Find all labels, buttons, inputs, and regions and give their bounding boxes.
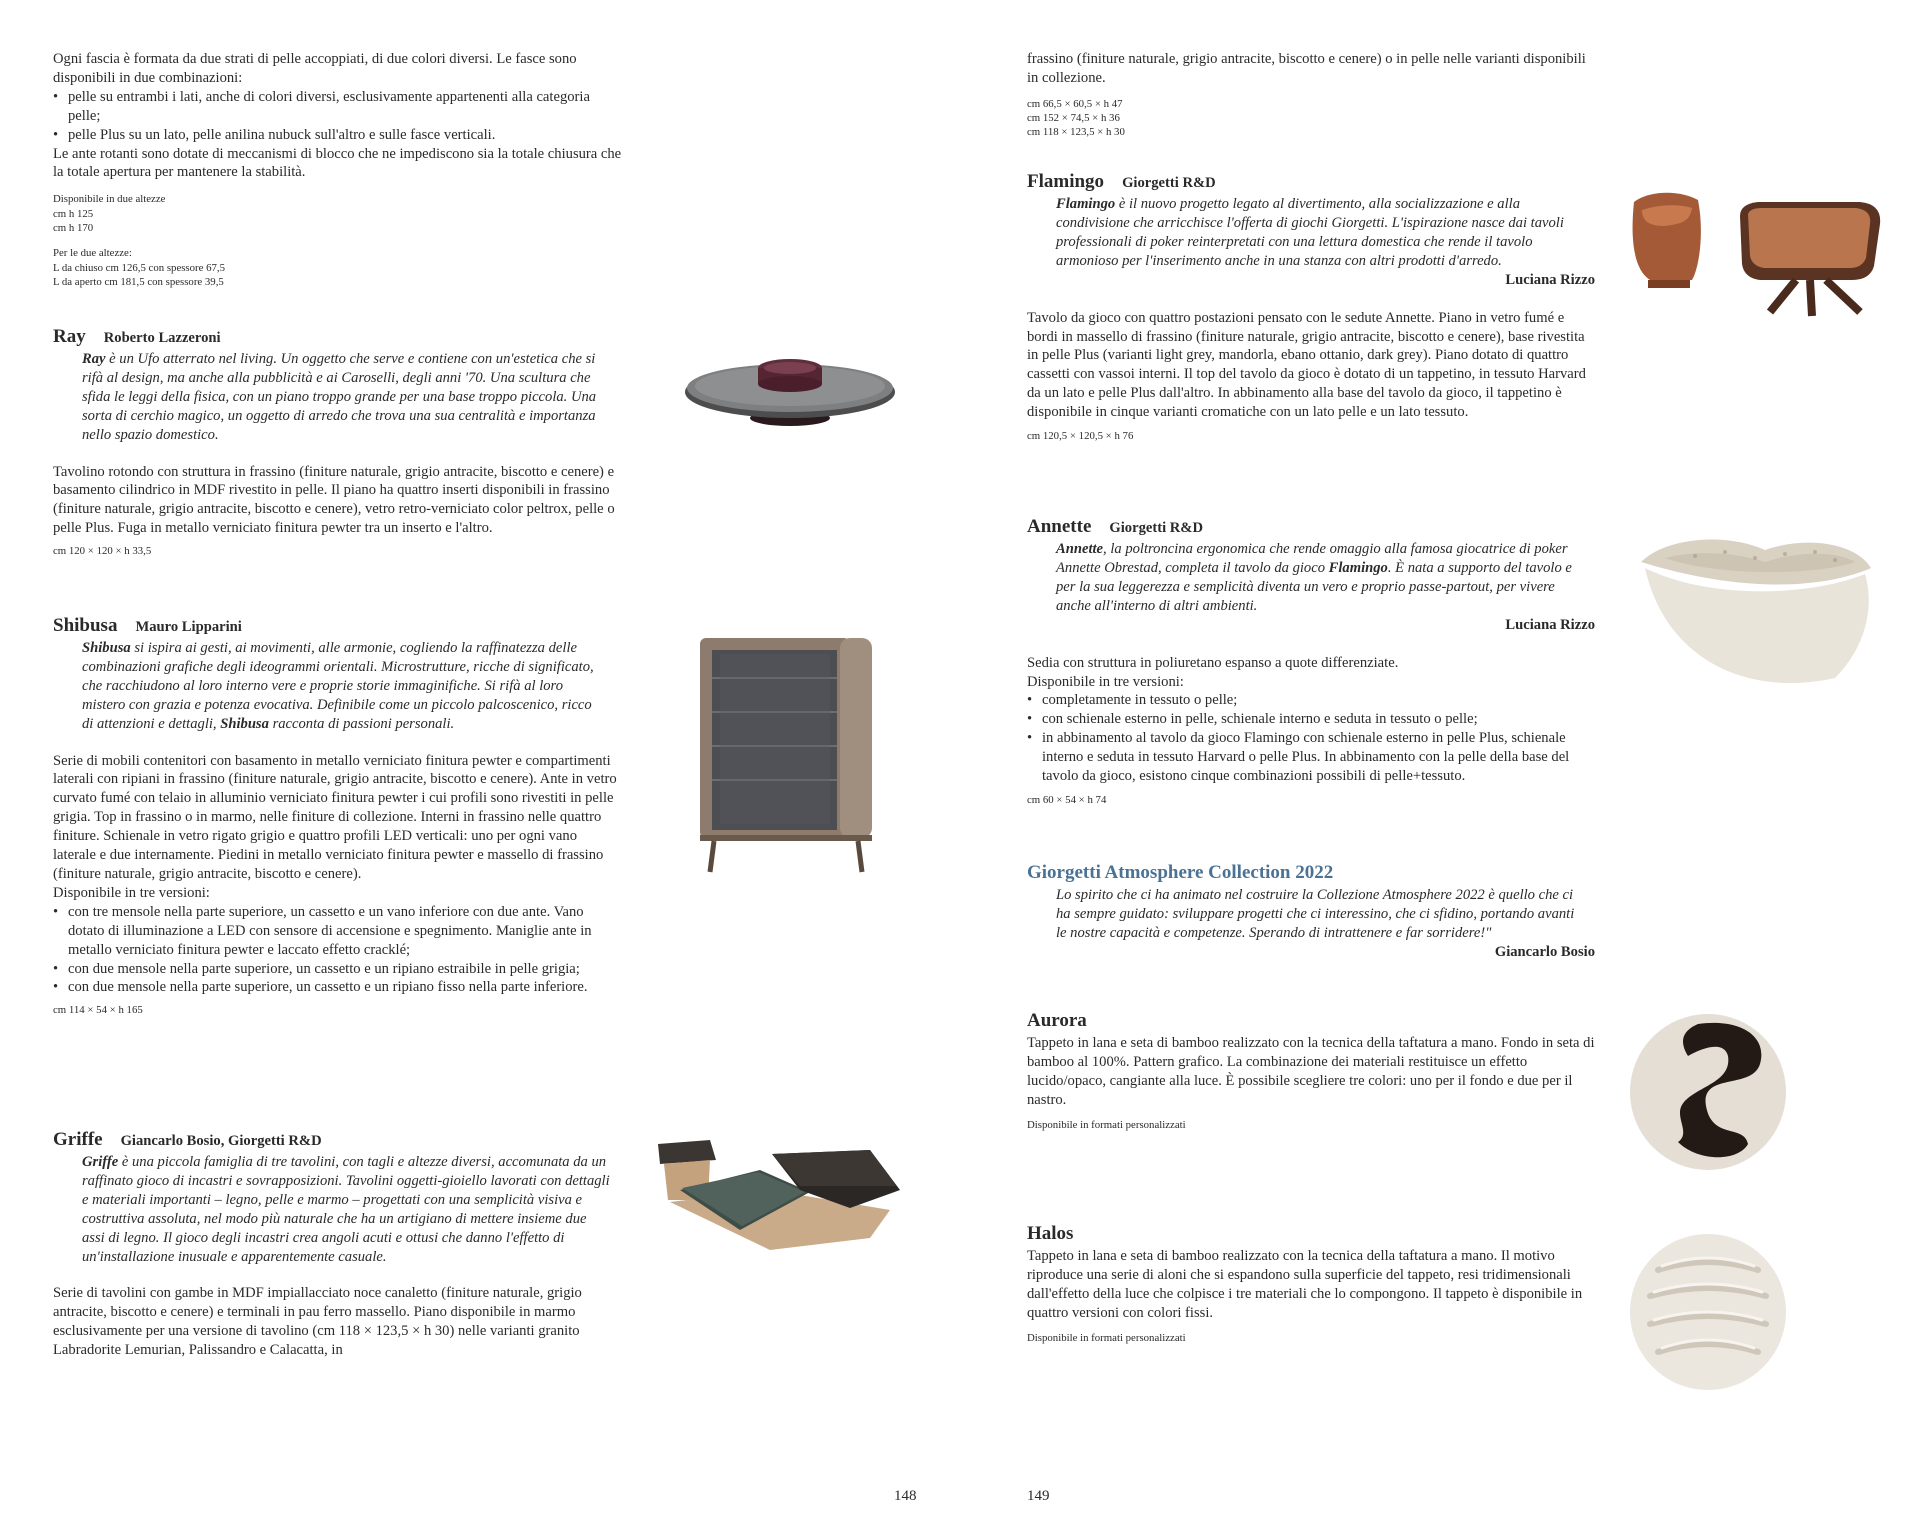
dimension-line: cm 118 × 123,5 × h 30 [1027, 126, 1125, 139]
intro-text: . È nata a supporto del tavolo e per la sua leggerezza e semplicità diventa un vero e proprio passe-partout, per vivere anche all'interno di altri ambienti. [1056, 559, 1572, 614]
product-heading [1027, 516, 1597, 538]
list-item: • pelle su entrambi i lati, anche di colori diversi, esclusivamente appartenenti alla categoria pelle; [68, 88, 623, 126]
list-item: • con schienale esterno in pelle, schienale interno e seduta in tessuto o pelle; [1042, 710, 1582, 729]
griffe-continuation [1027, 50, 1597, 140]
quote-credit: Luciana Rizzo [1505, 271, 1595, 288]
griffe-tables-image [650, 1130, 910, 1270]
dimensions [53, 192, 623, 235]
page-number-right: 149 [1027, 1488, 1050, 1504]
section-griffe [53, 1129, 623, 1360]
product-author: Giancarlo Bosio, Giorgetti R&D [120, 1133, 322, 1149]
shibusa-cabinet-image [690, 630, 890, 875]
dimension-line: cm h 170 [53, 221, 94, 234]
quote-credit: Luciana Rizzo [1505, 616, 1595, 633]
list-item: • completamente in tessuto o pelle; [1042, 691, 1582, 710]
dimension-line: cm 66,5 × 60,5 × h 47 [1027, 97, 1123, 110]
product-name-emphasis: Annette [1056, 541, 1104, 557]
product-heading [53, 1129, 623, 1151]
versions-list [1027, 691, 1582, 786]
dimension-line: cm h 125 [53, 207, 94, 220]
annette-chair-image [1625, 528, 1895, 703]
product-intro [53, 350, 602, 445]
section-annette [1027, 516, 1597, 807]
product-author: Mauro Lipparini [135, 619, 242, 635]
product-title: Aurora [1027, 1010, 1087, 1031]
product-description: Serie di mobili contenitori con basamento in metallo verniciato finitura pewter e compartimenti laterali con ripiani in frassino (finiture naturale, grigio antracite, biscotto e cenere). Ante in vetro curvato fumé con telaio in alluminio verniciato finitura pewter i cui profili sono rivestiti in pelle grigia. Top in frassino o in marmo, nelle finiture di collezione. Interni in frassino nelle quattro finiture. Schienale in vetro rigato grigio e quattro profili LED verticali: uno per ogni vano laterale e due internamente. Piedini in metallo verniciato finitura pewter e massello di frassino (finiture naturale, grigio antracite, biscotto e cenere). [53, 752, 617, 882]
list-item: • con due mensole nella parte superiore, un cassetto e un ripiano estraibile in pelle grigia; [68, 960, 623, 979]
dimensions: cm 60 × 54 × h 74 [1027, 793, 1107, 806]
intro-bullets [53, 88, 623, 145]
product-intro [1027, 540, 1581, 616]
product-description: Tappeto in lana e seta di bamboo realizzato con la tecnica della taftatura a mano. Il motivo riproduce una serie di aloni che si espandono sulla superficie del tappeto, resi tridimensionali dall'effetto della luce che colpisce i tre materiali che lo compongono. Il tappeto è disponibile in quattro versioni con colori fissi. [1027, 1248, 1583, 1321]
product-description: Sedia con struttura in poliuretano espanso a quote differenziate. [1027, 654, 1399, 671]
dimension-line: Disponibile in due altezze [53, 193, 166, 206]
product-title: Griffe [53, 1129, 103, 1150]
page-number-left: 148 [894, 1488, 917, 1504]
versions-list [53, 903, 623, 998]
product-title: Halos [1027, 1223, 1074, 1244]
section-aurora [1027, 1010, 1597, 1132]
product-name-emphasis: Flamingo [1328, 559, 1388, 576]
dimensions [1027, 97, 1597, 140]
availability-note: Disponibile in formati personalizzati [1027, 1331, 1186, 1344]
intro-text: è il nuovo progetto legato al divertimento, alla socializzazione e alla condivisione che arricchisce l'offerta di giochi Giorgetti. L'ispirazione nasce dai tavoli professionali di poker reinterpretati con una lettura domestica che rende il tavolo armonioso per l'inserimento anche in una stanza con altri prodotti d'arredo. [1056, 196, 1564, 269]
product-title: Annette [1027, 516, 1092, 537]
product-name-emphasis: Griffe [82, 1154, 119, 1170]
list-item: • con tre mensole nella parte superiore, un cassetto e un vano inferiore con due ante. Vano dotato di illuminazione a LED con sensore di accensione e spegnimento. Maniglie ante in metallo verniciato finitura pewter e laccato effetto cracklé; [68, 903, 623, 960]
product-description: Tavolino rotondo con struttura in frassino (finiture naturale, grigio antracite, biscotto e cenere) e basamento cilindrico in MDF rivestito in pelle. Il piano ha quattro inserti disponibili in frassino (finiture naturale, grigio antracite, biscotto e cenere), vetro retro-verniciato color peltrox, pelle o pelle Plus. Fuga in metallo verniciato finitura pewter tra un inserto e l'altro. [53, 463, 615, 537]
intro-text: , la poltroncina ergonomica che rende omaggio alla famosa giocatrice di poker Annette Obrestad, completa il tavolo da gioco [1056, 541, 1568, 576]
section-shibusa [53, 615, 623, 1018]
versions-label: Disponibile in tre versioni: [53, 884, 210, 901]
halos-rug-image [1628, 1232, 1788, 1392]
list-item: • pelle Plus su un lato, pelle anilina nubuck sull'altro e sulle fasce verticali. [68, 126, 623, 145]
aurora-rug-image [1628, 1012, 1788, 1172]
product-name-emphasis: Shibusa [82, 640, 131, 656]
product-heading [53, 615, 623, 637]
dimension-line: cm 152 × 74,5 × h 36 [1027, 112, 1120, 125]
product-heading [53, 326, 623, 348]
product-name-emphasis: Ray [82, 351, 106, 367]
dimensions: cm 120 × 120 × h 33,5 [53, 545, 152, 558]
section-flamingo [1027, 171, 1597, 443]
dimensions [53, 246, 623, 289]
versions-label: Disponibile in tre versioni: [1027, 673, 1184, 690]
section-atmosphere [1027, 862, 1597, 962]
product-title: Shibusa [53, 615, 118, 636]
intro-text: è una piccola famiglia di tre tavolini, con tagli e altezze diversi, accomunata da un raffinato gioco di incastri e sovrapposizioni. Tavolini oggetti-gioiello lavorati con dettagli e materiali importanti – legno, pelle e marmo – progettati con una semplicità visiva e costruttiva assoluta, nel modo più naturale che ha un artigiano di mettere insieme due assi di legno. Il gioco degli incastri crea angoli acuti e ottusi che danno l'effetto di un'installazione inusuale e apparentemente casuale. [82, 1154, 610, 1265]
product-author: Giorgetti R&D [1109, 520, 1204, 536]
product-heading [1027, 171, 1597, 193]
intro-block [53, 50, 623, 289]
product-name-emphasis: Flamingo [1056, 196, 1116, 212]
intro-text: è un Ufo atterrato nel living. Un oggetto che serve e contiene con un'estetica che si rifà al design, ma anche alla pubblicità e ai Caroselli, degli anni '70. Una scultura che sfida le leggi della fisica, con un piano troppo grande per una base troppo piccola. Una sorta di cerchio magico, un oggetto di arredo che trova una sua centralità e importanza nello spazio domestico. [82, 351, 597, 443]
quote-credit: Giancarlo Bosio [1494, 943, 1595, 960]
intro-text: si ispira ai gesti, ai movimenti, alle armonie, cogliendo la raffinatezza delle combinazioni grafiche degli ideogrammi orientali. Microstrutture, ricche di significato, che racchiudono al loro interno vere e proprie storie immaginifiche. Si rifà al loro mistero con grazia e potenza evocativa. Definibile come un piccolo palcoscenico, ricco di attenzioni e dettagli, [82, 640, 594, 732]
intro-text: racconta di passioni personali. [268, 715, 455, 732]
dimension-line: L da aperto cm 181,5 con spessore 39,5 [53, 275, 224, 288]
product-description: Tavolo da gioco con quattro postazioni pensato con le sedute Annette. Piano in vetro fumé e bordi in massello di frassino (finiture naturale, grigio antracite, biscotto e cenere), base rivestita in pelle Plus (varianti light grey, mandorla, ebano ottanio, dark grey). Piano dotato di quattro cassetti con vassoi interni. Il top del tavolo da gioco è dotato di un tappetino, in tessuto Harvard da un lato e pelle Plus dall'altro. In abbinamento alla base del tavolo da gioco, il tappetino è disponibile in cinque varianti cromatiche con un lato pelle e un lato tessuto. [1027, 309, 1586, 421]
ray-table-image [680, 330, 900, 460]
product-intro [53, 1153, 612, 1266]
section-ray [53, 326, 623, 558]
intro-paragraph: Le ante rotanti sono dotate di meccanismi di blocco che ne impediscono sia la totale chiusura che la totale apertura per mantenere la stabilità. [53, 145, 622, 181]
product-intro [53, 639, 602, 734]
dimension-line: Per le due altezze: [53, 247, 132, 260]
list-item: • con due mensole nella parte superiore, un cassetto e un ripiano fisso nella parte inferiore. [68, 978, 623, 997]
collection-quote: Lo spirito che ci ha animato nel costruire la Collezione Atmosphere 2022 è quello che ci ha sempre guidato: sviluppare progetti che ci interessino, che ci sfidino, portando avanti le nostre capacità e competenze. Sperando di intrattenere e far sorridere!" [1056, 887, 1575, 941]
flamingo-table-image [1620, 180, 1890, 320]
product-name-emphasis: Shibusa [220, 715, 269, 732]
product-author: Roberto Lazzeroni [103, 330, 221, 346]
dimensions: cm 120,5 × 120,5 × h 76 [1027, 430, 1134, 443]
product-title: Ray [53, 326, 86, 347]
intro-paragraph: Ogni fascia è formata da due strati di pelle accoppiati, di due colori diversi. Le fasce sono disponibili in due combinazioni: [53, 51, 577, 86]
dimension-line: L da chiuso cm 126,5 con spessore 67,5 [53, 261, 226, 274]
product-intro [1027, 195, 1581, 271]
list-item: • in abbinamento al tavolo da gioco Flamingo con schienale esterno in pelle Plus, schienale interno e seduta in tessuto Harvard o pelle Plus. In abbinamento con la pelle della base del tavolo da gioco, esistono cinque combinazioni possibili di pelle+tessuto. [1042, 729, 1582, 786]
section-halos [1027, 1223, 1597, 1345]
availability-note: Disponibile in formati personalizzati [1027, 1118, 1186, 1131]
product-description: Tappeto in lana e seta di bamboo realizzato con la tecnica della taftatura a mano. Fondo in seta di bamboo al 100%. Pattern grafico. La combinazione dei materiali restituisce un effetto lucido/opaco, cangiante alla luce. È possibile scegliere tre colori: uno per il fondo e due per il nastro. [1027, 1035, 1595, 1108]
product-description: Serie di tavolini con gambe in MDF impiallacciato noce canaletto (finiture naturale, grigio antracite, biscotto e cenere) e terminali in pau ferro massello. Piano disponibile in marmo esclusivamente per una versione di tavolino (cm 118 × 123,5 × h 30) nelle varianti granito Labradorite Lemurian, Palissandro e Calacatta, in [53, 1285, 582, 1359]
product-author: Giorgetti R&D [1122, 175, 1216, 191]
collection-title: Giorgetti Atmosphere Collection 2022 [1027, 862, 1334, 883]
product-title: Flamingo [1027, 171, 1105, 192]
continuation-text: frassino (finiture naturale, grigio antracite, biscotto e cenere) o in pelle nelle varianti disponibili in collezione. [1027, 51, 1586, 86]
dimensions: cm 114 × 54 × h 165 [53, 1004, 143, 1017]
